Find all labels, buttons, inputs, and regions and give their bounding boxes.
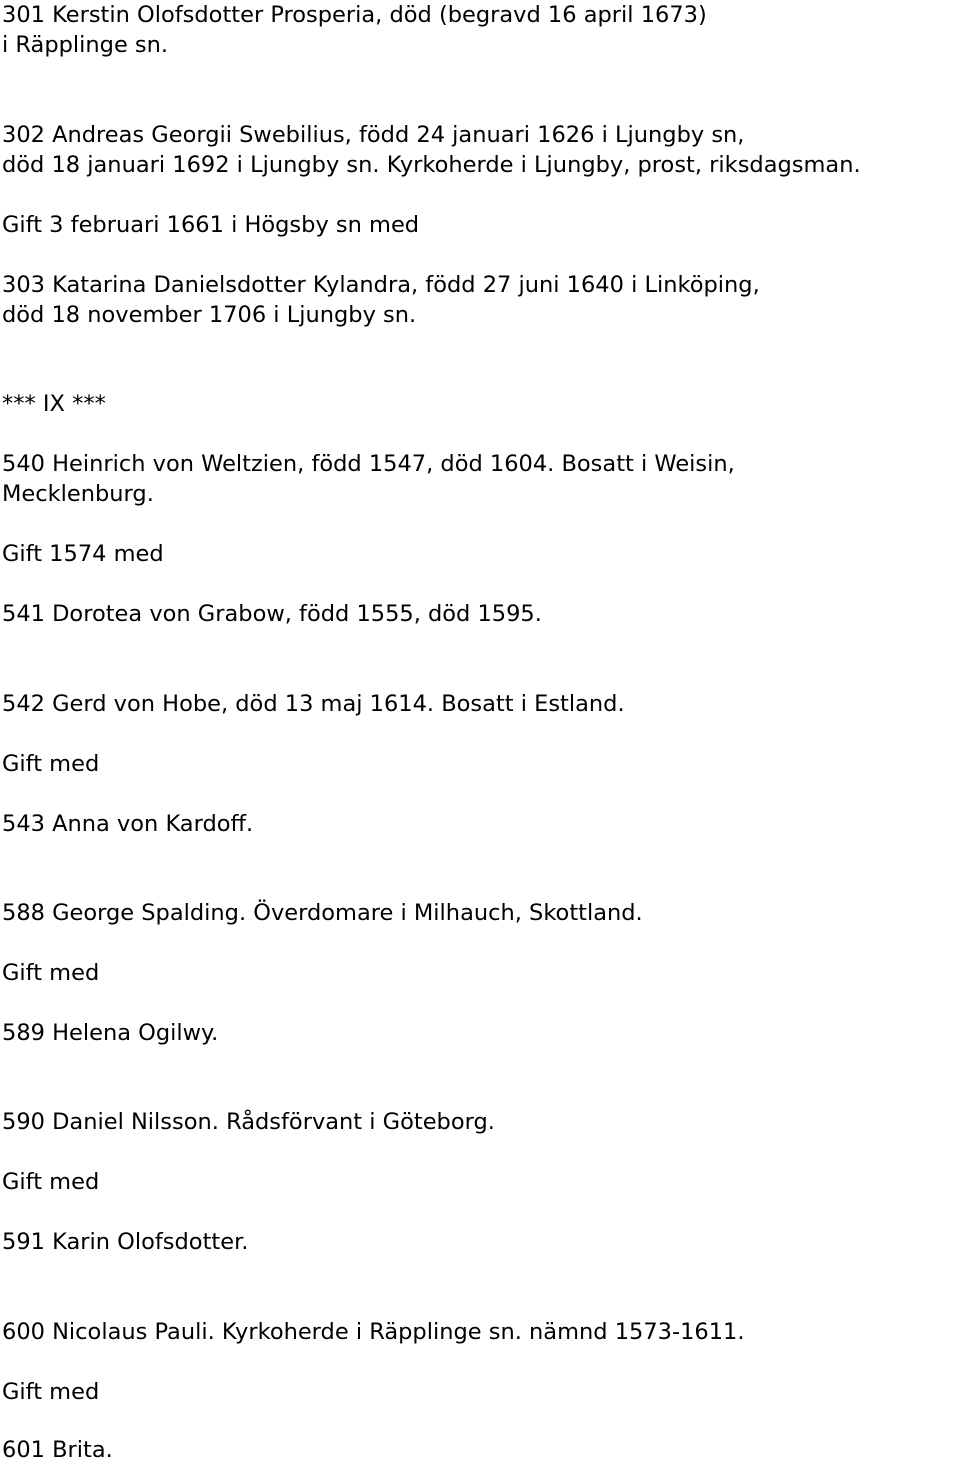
marriage-540-541: Gift 1574 med [2, 541, 164, 567]
marriage-588-589: Gift med [2, 960, 100, 986]
entry-303-line-1: 303 Katarina Danielsdotter Kylandra, född 27 juni 1640 i Linköping, [2, 272, 760, 298]
marriage-542-543: Gift med [2, 751, 100, 777]
marriage-590-591: Gift med [2, 1169, 100, 1195]
entry-601: 601 Brita. [2, 1437, 113, 1463]
section-heading-ix: *** IX *** [2, 391, 106, 417]
entry-302-line-1: 302 Andreas Georgii Swebilius, född 24 januari 1626 i Ljungby sn, [2, 122, 745, 148]
entry-542: 542 Gerd von Hobe, död 13 maj 1614. Bosatt i Estland. [2, 691, 625, 717]
entry-540-line-2: Mecklenburg. [2, 481, 154, 507]
entry-589: 589 Helena Ogilwy. [2, 1020, 219, 1046]
entry-301-line-1: 301 Kerstin Olofsdotter Prosperia, död (begravd 16 april 1673) [2, 2, 707, 28]
entry-591: 591 Karin Olofsdotter. [2, 1229, 249, 1255]
entry-590: 590 Daniel Nilsson. Rådsförvant i Göteborg. [2, 1109, 495, 1135]
entry-302-line-2: död 18 januari 1692 i Ljungby sn. Kyrkoherde i Ljungby, prost, riksdagsman. [2, 152, 861, 178]
entry-303-line-2: död 18 november 1706 i Ljungby sn. [2, 302, 417, 328]
entry-541: 541 Dorotea von Grabow, född 1555, död 1595. [2, 601, 542, 627]
marriage-302-303: Gift 3 februari 1661 i Högsby sn med [2, 212, 420, 238]
entry-301-line-2: i Räpplinge sn. [2, 32, 169, 58]
marriage-600-601: Gift med [2, 1379, 100, 1405]
entry-540-line-1: 540 Heinrich von Weltzien, född 1547, död 1604. Bosatt i Weisin, [2, 451, 735, 477]
entry-600: 600 Nicolaus Pauli. Kyrkoherde i Räpplinge sn. nämnd 1573-1611. [2, 1319, 745, 1345]
entry-543: 543 Anna von Kardoff. [2, 811, 254, 837]
entry-588: 588 George Spalding. Överdomare i Milhauch, Skottland. [2, 900, 643, 926]
